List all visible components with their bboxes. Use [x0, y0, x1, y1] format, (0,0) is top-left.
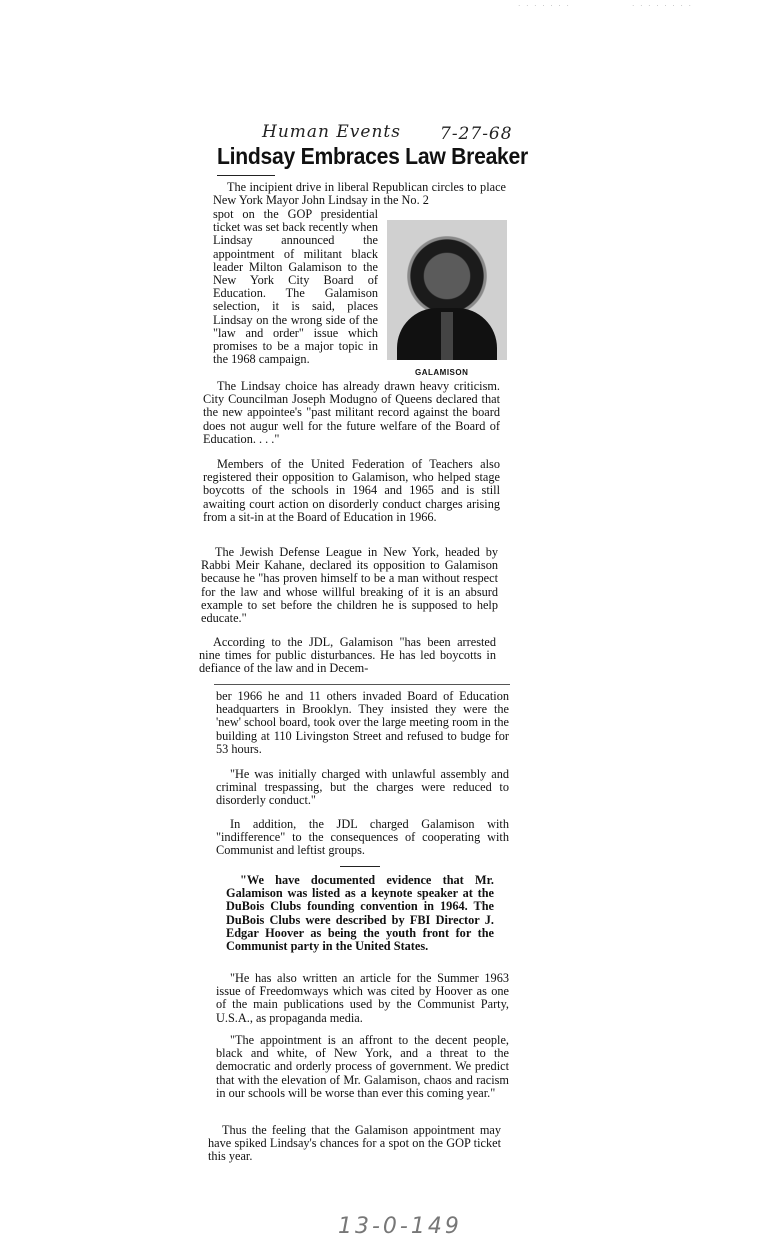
paragraph-10: "The appointment is an affront to the decent people, black and white, of New York, and a threat to the democratic and orderly process of government. We predict that with the elevation of Mr. Galamison, chaos and racism in our schools will be worse than ever this coming year."	[216, 1033, 509, 1100]
article-headline: Lindsay Embraces Law Breaker	[217, 143, 529, 169]
handwritten-publication-note	[262, 122, 522, 142]
paragraph-1-wrap: spot on the GOP presidential ticket was set back recently when Lindsay announced the appointment of militant black leader Milton Galamison to the New York City Board of Education. The Galamison selection, it is said, places Lindsay on the wrong side of the "law and order" issue which promises to be a major topic in the 1968 campaign.	[213, 207, 378, 367]
paragraph-4: The Jewish Defense League in New York, headed by Rabbi Meir Kahane, declared its opposition to Galamison because he "has proven himself to be a man without respect for the law and whose willful breaking of it is an absurd example to set before the children he is supposed to help educate."	[201, 545, 498, 626]
paragraph-9: "He has also written an article for the Summer 1963 issue of Freedomways which was cited by Hoover as one of the main publications used by the Communist Party, U.S.A., as propaganda media.	[216, 971, 509, 1025]
paragraph-6: "He was initially charged with unlawful assembly and criminal trespassing, but the charges were reduced to disorderly conduct."	[216, 767, 509, 808]
paragraph-11: Thus the feeling that the Galamison appointment may have spiked Lindsay's chances for a spot on the GOP ticket this year.	[208, 1123, 501, 1164]
paragraph-2: The Lindsay choice has already drawn heavy criticism. City Councilman Joseph Modugno of Queens declared that the new appointee's "past militant record against the board does not augur well for the future welfare of the Board of Education. . . ."	[203, 379, 500, 446]
paragraph-5-part-b: ber 1966 he and 11 others invaded Board of Education headquarters in Brooklyn. They insisted they were the 'new' school board, took over the large meeting room in the building at 110 Livingston Street and refused to budge for 53 hours.	[216, 689, 509, 756]
paragraph-3: Members of the United Federation of Teachers also registered their opposition to Galamison, who helped stage boycotts of the schools in 1964 and 1965 and is still awaiting court action on disorderly conduct charges arising from a sit-in at the Board of Education in 1966.	[203, 457, 500, 524]
scan-artifact: · · · · · · ·	[518, 2, 571, 10]
paragraph-8-bold-quote: "We have documented evidence that Mr. Galamison was listed as a keynote speaker at the DuBois Clubs founding convention in 1964. The DuBois Clubs were described by FBI Director J. Edgar Hoover as being the youth front for the Communist party in the United States.	[226, 873, 494, 954]
headline-underline	[217, 175, 275, 176]
paragraph-7: In addition, the JDL charged Galamison with "indifference" to the consequences of cooperating with Communist and leftist groups.	[216, 817, 509, 858]
handwritten-date: 7-27-68	[440, 124, 513, 144]
handwritten-file-number: 13-0-149	[338, 1214, 462, 1239]
quote-marker	[340, 866, 380, 867]
scan-artifact: · · · · · · · ·	[632, 2, 693, 10]
photo-caption: GALAMISON	[415, 368, 469, 377]
photo-tie	[441, 312, 453, 360]
portrait-photo	[387, 220, 507, 360]
publication-name: Human Events	[262, 122, 401, 142]
column-cut-line	[214, 684, 510, 685]
paragraph-5-part-a: According to the JDL, Galamison "has been arrested nine times for public disturbances. He has led boycotts in defiance of the law and in Decem-	[199, 635, 496, 676]
paragraph-1-lead: The incipient drive in liberal Republican circles to place New York Mayor John Lindsay in the No. 2	[213, 180, 506, 208]
